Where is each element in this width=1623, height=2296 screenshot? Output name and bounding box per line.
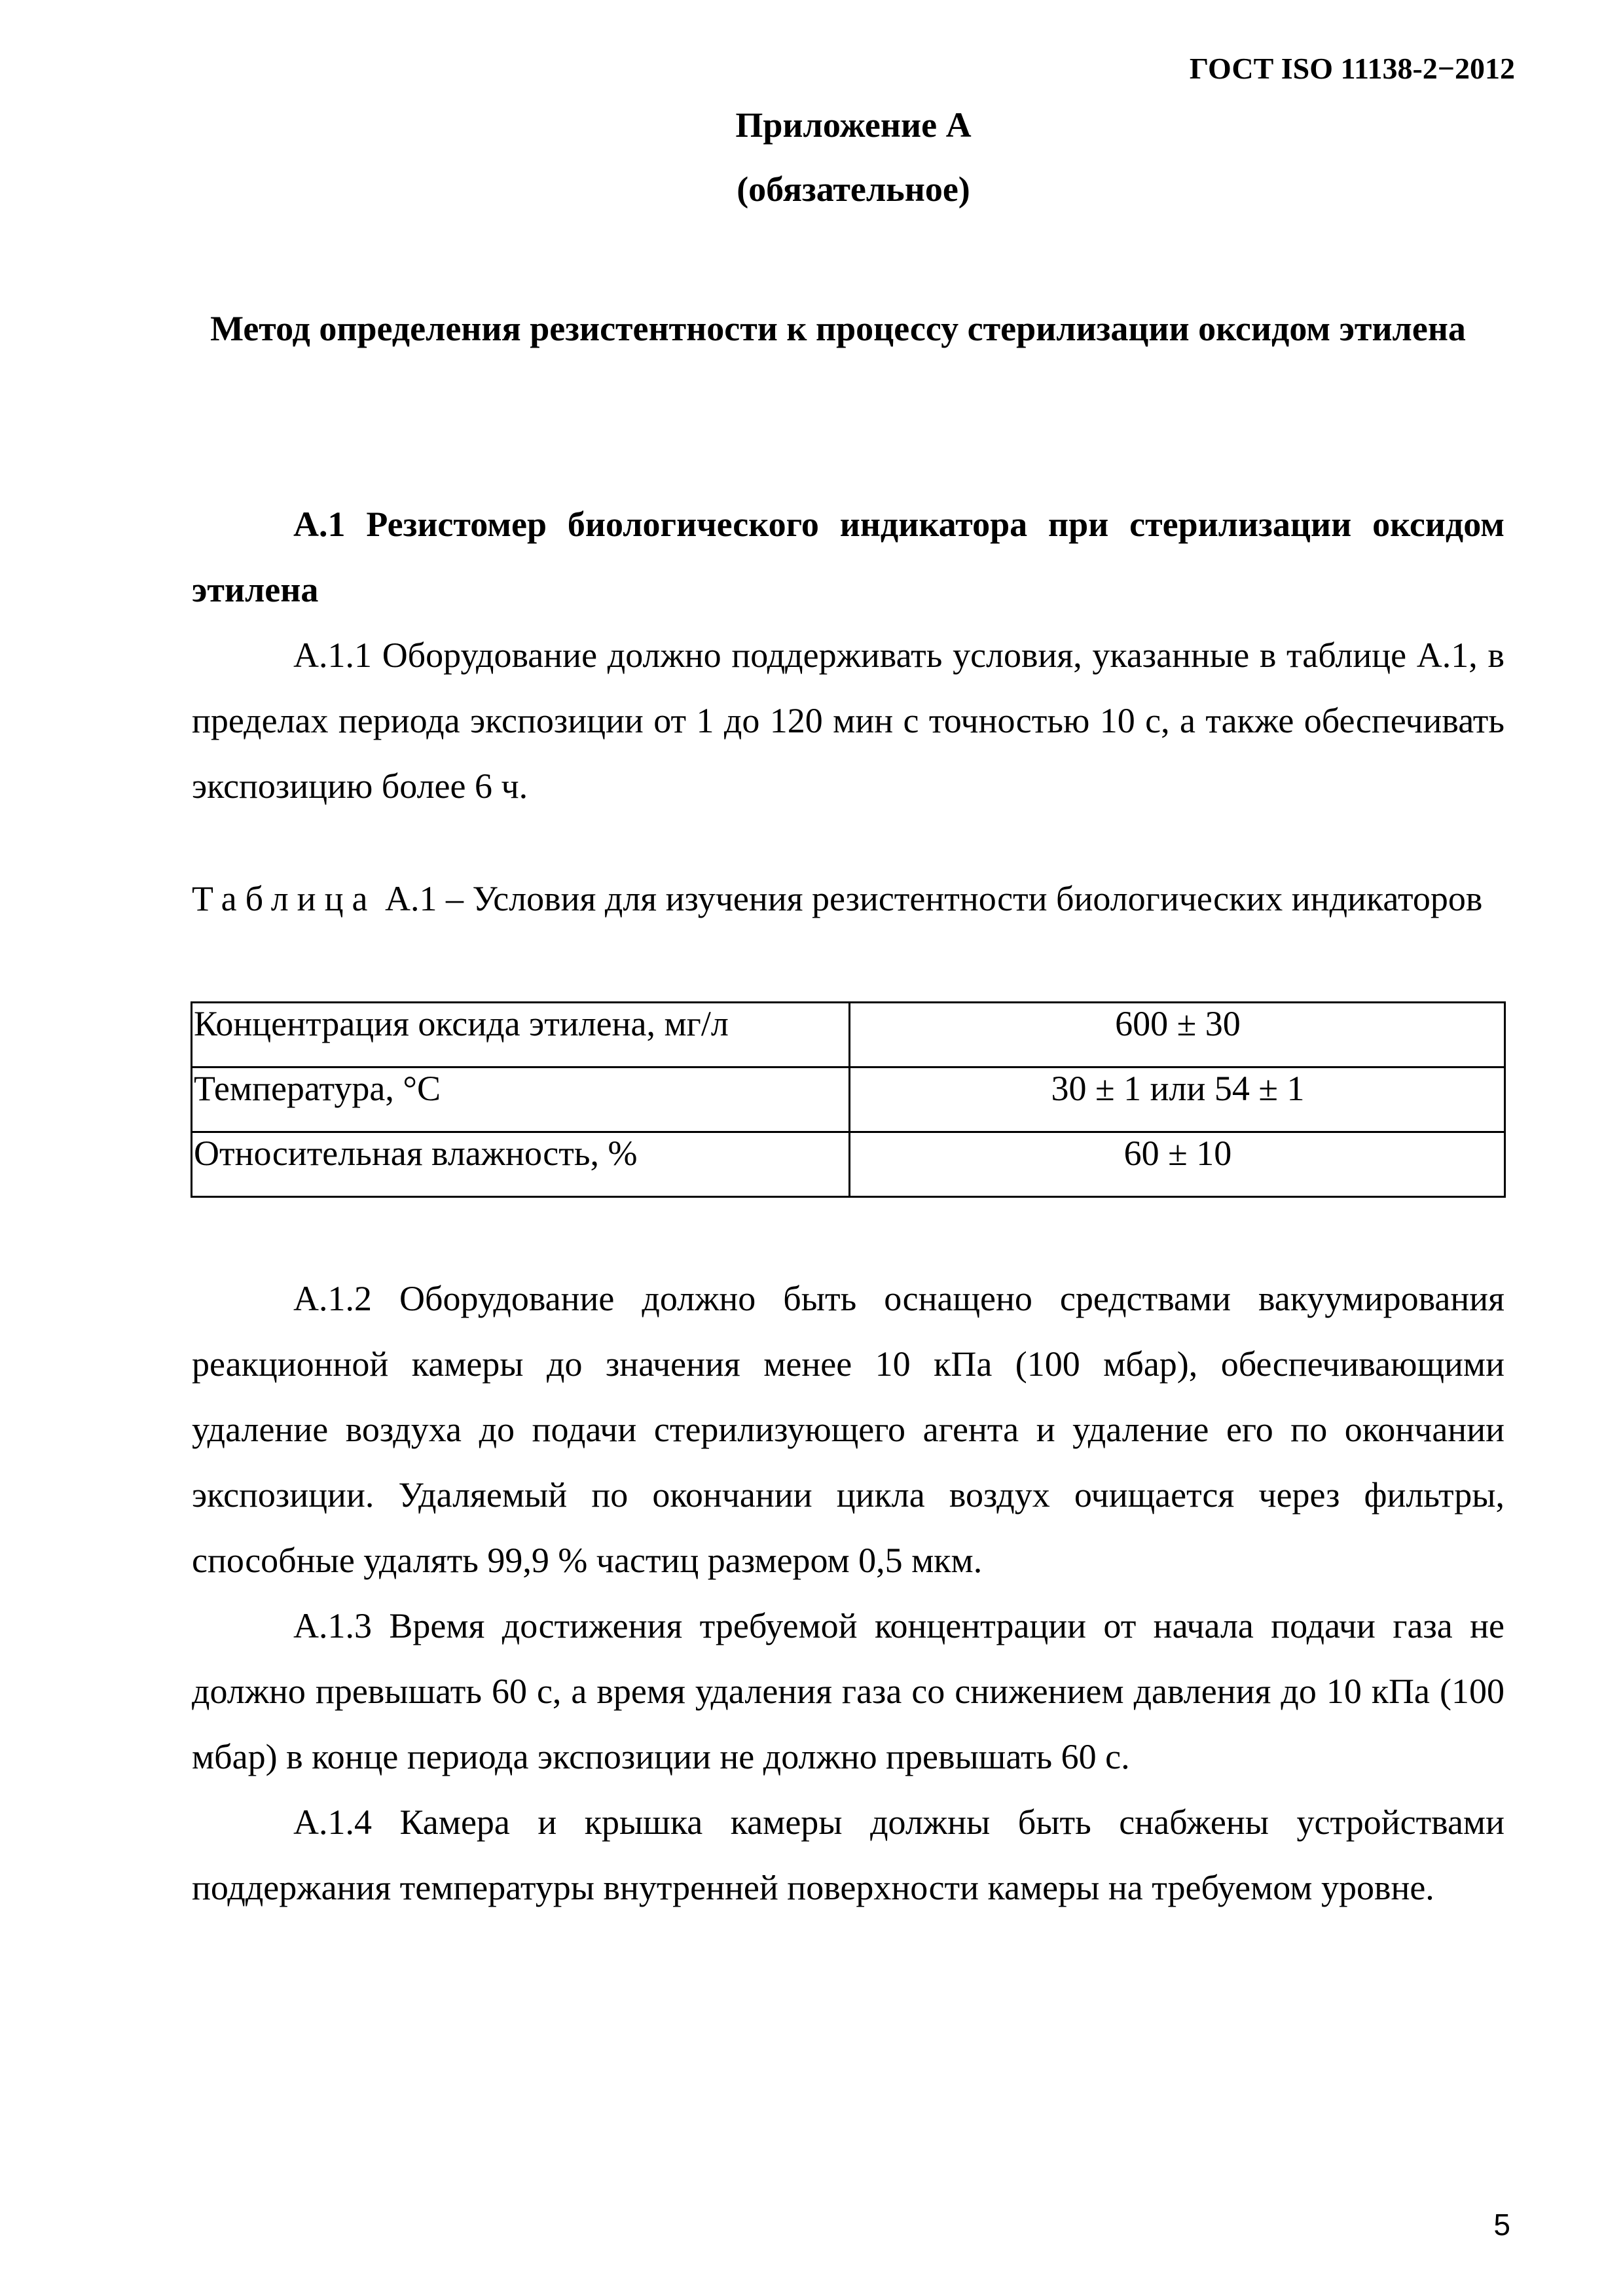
- appendix-status: (обязательное): [737, 170, 970, 209]
- page-number: 5: [1493, 2208, 1510, 2242]
- paragraph-a13: А.1.3 Время достижения требуемой концентрации от начала подачи газа не должно превышать 60 с, а время удаления газа со снижением давления до 10 кПа (100 мбар) в конце периода экспозиции не должно превышать 60 с.: [192, 1606, 1504, 1776]
- table-row: [192, 1067, 1505, 1132]
- document-code: ГОСТ ISO 11138-2−2012: [1189, 52, 1515, 85]
- table-caption-label: Таблица: [192, 879, 376, 918]
- table-cell-value: 30 ± 1 или 54 ± 1: [850, 1067, 1505, 1132]
- conditions-table: [191, 1001, 1506, 1198]
- paragraph-a12: А.1.2 Оборудование должно быть оснащено средствами вакуумирования реакционной камеры до значения менее 10 кПа (100 мбар), обеспечивающими удаление воздуха до подачи стерилизующего агента и удаление его по окончании экспозиции. Удаляемый по окончании цикла воздух очищается через фильтры, способные удалять 99,9 % частиц размером 0,5 мкм.: [192, 1279, 1504, 1580]
- table-cell-value: 60 ± 10: [850, 1132, 1505, 1197]
- table-row: [192, 1003, 1505, 1067]
- paragraph-a14: А.1.4 Камера и крышка камеры должны быть снабжены устройствами поддержания температуры внутренней поверхности камеры на требуемом уровне.: [192, 1803, 1504, 1907]
- section-heading: А.1 Резистомер биологического индикатора при стерилизации оксидом этилена: [192, 505, 1504, 609]
- table-cell-param: Концентрация оксида этилена, мг/л: [192, 1003, 850, 1067]
- appendix-title: Приложение А: [735, 105, 972, 145]
- table-cell-param: Относительная влажность, %: [192, 1132, 850, 1197]
- table-cell-param: Температура, °С: [192, 1067, 850, 1132]
- paragraph-block-a11: [192, 622, 1504, 819]
- table-caption-text: А.1 – Условия для изучения резистентности биологических индикаторов: [376, 879, 1483, 918]
- table-cell-value: 600 ± 30: [850, 1003, 1505, 1067]
- paragraph-block-rest: [192, 1266, 1504, 1920]
- method-title: Метод определения резистентности к процессу стерилизации оксидом этилена: [210, 309, 1466, 348]
- paragraph-a11: А.1.1 Оборудование должно поддерживать условия, указанные в таблице А.1, в пределах периода экспозиции от 1 до 120 мин с точностью 10 с, а также обеспечивать экспозицию более 6 ч.: [192, 636, 1504, 806]
- table-row: [192, 1132, 1505, 1197]
- table-caption: [192, 866, 1504, 931]
